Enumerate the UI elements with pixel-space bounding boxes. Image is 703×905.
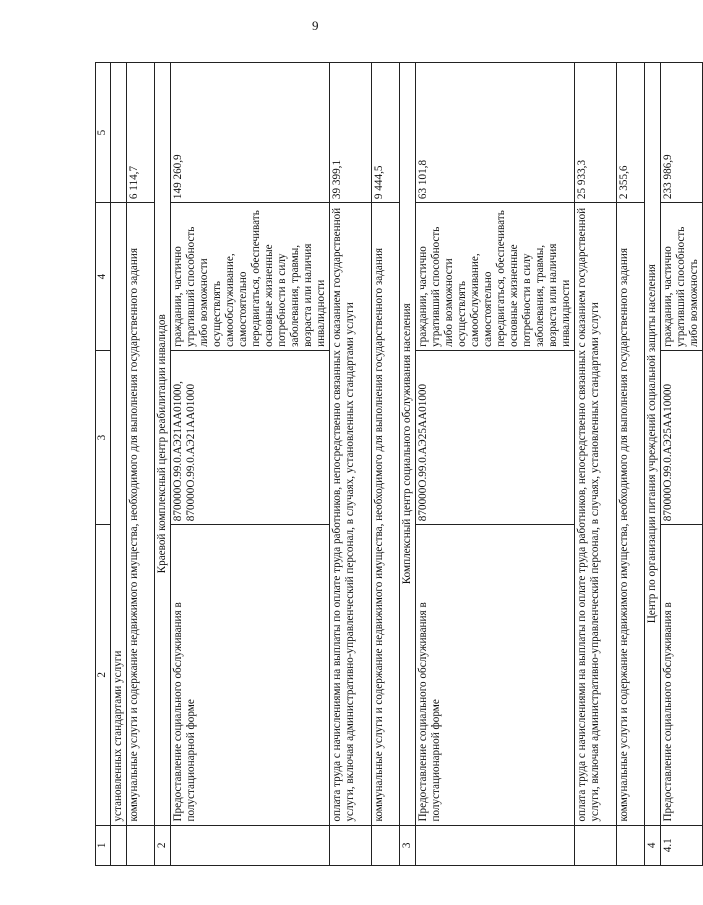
- section-row: [154, 63, 170, 866]
- page-number: 9: [312, 18, 319, 33]
- table-row: [415, 63, 574, 866]
- table-row: [111, 63, 127, 866]
- table-row: [660, 63, 702, 866]
- budget-table: [95, 62, 703, 866]
- section-title: Комплексный центр социального обслуживания населения: [399, 63, 415, 826]
- service-name: Предоставление социального обслуживания в полустационарной форме: [415, 525, 574, 825]
- service-code: 870000О.99.0.АЭ25АА01000: [415, 350, 574, 524]
- row-value: 63 101,8: [415, 63, 574, 203]
- header-cell-2: 2: [96, 525, 111, 825]
- service-code: 870000О.99.0.АЭ25АА10000: [660, 350, 702, 524]
- row-value: 39 399,1: [329, 63, 371, 203]
- table-row: [574, 63, 616, 866]
- table-row: [329, 63, 371, 866]
- section-index: 2: [154, 825, 170, 865]
- row-value: 2 355,6: [616, 63, 644, 203]
- row-value: 6 114,7: [126, 63, 154, 203]
- section-index: 4: [644, 825, 660, 865]
- row-value: 233 986,9: [660, 63, 702, 203]
- section-index: 3: [399, 825, 415, 865]
- row-text: оплата труда с начислениями на выплаты по оплате труда работников, непосредственно связанных с оказанием государственной услуги, включая административно-управленческий персонал, в случаях, установленных стандартами услуги: [574, 203, 616, 825]
- section-row: [399, 63, 415, 866]
- rotated-table-wrapper: [95, 62, 700, 866]
- header-cell-5: 5: [96, 63, 111, 203]
- service-code: 870000О.99.0.АЭ21АА01000, 870000О.99.0.АЭ21АА01000: [170, 350, 329, 524]
- row-index: 4.1: [660, 825, 702, 865]
- row-value: 9 444,5: [371, 63, 399, 203]
- row-text: коммунальные услуги и содержание недвижимого имущества, необходимого для выполнения государственного задания: [126, 203, 154, 825]
- section-title: Центр по организации питания учреждений социальной защиты населения: [644, 63, 660, 826]
- table-row: [616, 63, 644, 866]
- service-name: Предоставление социального обслуживания в полустационарной форме: [170, 525, 329, 825]
- row-text: оплата труда с начислениями на выплаты по оплате труда работников, непосредственно связанных с оказанием государственной услуги, включая административно-управленческий персонал, в случаях, установленных стандартами услуги: [329, 203, 371, 825]
- row-text: коммунальные услуги и содержание недвижимого имущества, необходимого для выполнения государственного задания: [371, 203, 399, 825]
- header-cell-3: 3: [96, 350, 111, 524]
- table-row: [126, 63, 154, 866]
- recipient-category: граждании, частично утративший способность либо возможность: [660, 203, 702, 351]
- table-row: [371, 63, 399, 866]
- row-value: 149 260,9: [170, 63, 329, 203]
- row-value: 25 933,3: [574, 63, 616, 203]
- section-title: Краевой комплексный центр реабилитации инвалидов: [154, 63, 170, 826]
- row-text: коммунальные услуги и содержание недвижимого имущества, необходимого для выполнения государственного задания: [616, 203, 644, 825]
- recipient-category: граждании, частично утративший способность либо возможности осуществлять самообслуживание, самостоятельно передвигаться, обеспечивать основные жизненные потребности в силу заболевания, травмы, возраста или наличия инвалидности: [415, 203, 574, 351]
- header-cell-4: 4: [96, 203, 111, 351]
- recipient-category: граждании, частично утративший способность либо возможности осуществлять самообслуживание, самостоятельно передвигаться, обеспечивать основные жизненные потребности в силу заболевания, травмы, возраста или наличия инвалидности: [170, 203, 329, 351]
- service-name: Предоставление социального обслуживания в: [660, 525, 702, 825]
- section-row: [644, 63, 660, 866]
- table-row: [170, 63, 329, 866]
- row-text: установленных стандартами услуги: [111, 203, 127, 825]
- header-cell-1: 1: [96, 825, 111, 865]
- header-row: [96, 63, 111, 866]
